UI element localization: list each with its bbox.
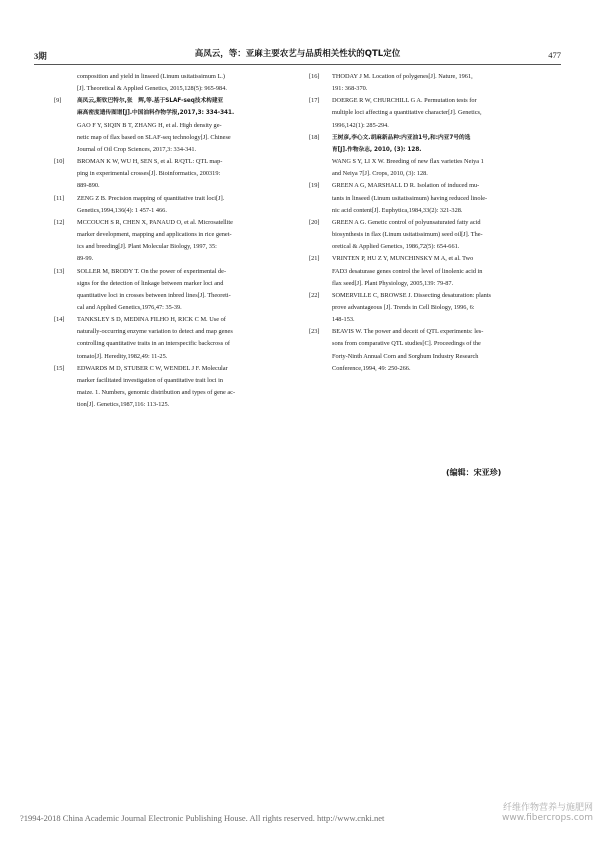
reference-line: [J]. Theoretical & Applied Genetics, 2015,128(5): 965-984.	[77, 85, 227, 93]
reference-entry-21	[309, 253, 549, 289]
reference-line: Forty-Ninth Annual Corn and Sorghum Industry Research	[332, 352, 479, 360]
copyright-footer: ?1994-2018 China Academic Journal Electronic Publishing House. All rights reserved. http://www.cnki.net	[20, 813, 385, 823]
reference-number: [21]	[309, 255, 320, 263]
page-number: 477	[548, 50, 561, 60]
reference-number: [23]	[309, 328, 320, 336]
reference-line: 高凤云,斯钦巴特尔,张 辉,等.基于SLAF-seq技术构建亚	[77, 98, 224, 105]
reference-line: quantitative loci in crosses between inbred lines[J]. Theoreti-	[77, 291, 231, 299]
reference-continuation	[54, 71, 289, 95]
reference-entry-11	[54, 193, 289, 217]
reference-line: marker development, mapping and applications in rice genet-	[77, 231, 232, 239]
reference-line: THODAY J M. Location of polygenes[J]. Nature, 1961,	[332, 73, 473, 80]
reference-line: Journal of Oil Crop Sciences, 2017,3: 334-341.	[77, 145, 197, 153]
reference-line: Genetics,1994,136(4): 1 457-1 466.	[77, 206, 167, 214]
reference-line: 191: 368-370.	[332, 85, 368, 93]
reference-line: DOERGE R W, CHURCHILL G A. Permutation tests for	[332, 97, 477, 105]
issue-label: 3期	[34, 51, 47, 61]
reference-line: EDWARDS M D, STUBER C W, WENDEL J F. Molecular	[77, 364, 228, 372]
reference-number: [12]	[54, 218, 65, 226]
reference-entry-17	[309, 95, 549, 131]
reference-number: [20]	[309, 218, 320, 226]
reference-line: biosynthesis in flax (Linum usitatissimum) seed oil[J]. The-	[332, 231, 483, 239]
site-watermark	[478, 800, 593, 823]
reference-number: [19]	[309, 182, 320, 190]
reference-number: [14]	[54, 316, 65, 324]
reference-line: sons from comparative QTL studies[C]. Proceedings of the	[332, 340, 481, 348]
reference-line: 麻高密度遗传图谱[J].中国油料作物学报,2017,3: 334-341.	[77, 110, 235, 117]
reference-number: [9]	[54, 97, 62, 105]
reference-line: ping in experimental crosses[J]. Bioinformatics, 200319:	[77, 170, 221, 178]
watermark-text: 纤维作物营养与施肥网	[502, 803, 593, 813]
reference-number: [18]	[309, 133, 320, 141]
reference-line: BROMAN K W, WU H, SEN S, et al. R/QTL: QTL map-	[77, 158, 223, 166]
reference-line: Conference,1994, 49: 250-266.	[332, 364, 411, 372]
reference-line: naturally-occurring enzyme variation to detect and map genes	[77, 328, 233, 336]
reference-line: flax seed[J]. Plant Physiology, 2005,139: 79-87.	[332, 279, 454, 287]
reference-line: ZENG Z B. Precision mapping of quantitative trait loci[J].	[77, 194, 225, 202]
reference-line: prove advantageous [J]. Trends in Cell Biology, 1996, 6:	[332, 303, 475, 311]
reference-entry-9	[54, 95, 289, 156]
reference-line: 王树彦,李心文.胡麻新品种:内亚油1号,和:内亚7号的选	[332, 134, 471, 141]
reference-line: WANG S Y, LI X W. Breeding of new flax varieties Neiya 1	[332, 158, 484, 166]
reference-line: netic map of flax based on SLAF-seq technology[J]. Chinese	[77, 133, 231, 141]
reference-entry-12	[54, 217, 289, 266]
reference-line: composition and yield in linseed (Linum usitatissimum L.)	[77, 73, 225, 80]
reference-entry-18	[309, 132, 549, 181]
reference-line: cal and Applied Genetics,1976,47: 35-39.	[77, 303, 182, 311]
reference-number: [10]	[54, 158, 65, 166]
editor-note: (编辑：宋亚珍)	[446, 468, 502, 477]
reference-line: and Neiya 7[J]. Crops, 2010, (3): 128.	[332, 170, 428, 178]
header-rule	[34, 64, 561, 65]
reference-line: MCCOUCH S R, CHEN X, PANAUD O, et al. Microsatellite	[77, 218, 233, 226]
reference-line: GREEN A G. Genetic control of polyunsaturated fatty acid	[332, 218, 481, 226]
reference-number: [13]	[54, 267, 65, 275]
reference-line: BEAVIS W. The power and deceit of QTL experiments: les-	[332, 328, 484, 336]
reference-number: [17]	[309, 97, 320, 105]
reference-entry-22	[309, 290, 549, 326]
reference-line: tion[J]. Genetics,1987,116: 113-125.	[77, 401, 170, 409]
reference-line: oretical & Applied Genetics, 1986,72(5): 654-661.	[332, 243, 460, 251]
reference-column-right	[309, 71, 549, 375]
reference-entry-13	[54, 266, 289, 315]
reference-line: 89-99.	[77, 255, 94, 263]
reference-entry-23	[309, 326, 549, 375]
reference-number: [15]	[54, 364, 65, 372]
reference-line: maize. 1. Numbers, genomic distribution and types of gene ac-	[77, 389, 236, 397]
reference-number: [16]	[309, 73, 320, 80]
watermark-url: www.fibercrops.com	[502, 813, 593, 823]
reference-line: 148-153.	[332, 316, 355, 324]
reference-line: tants in linseed (Linum usitatissimum) having reduced linole-	[332, 194, 488, 202]
reference-line: VRINTEN P, HU Z Y, MUNCHINSKY M A, et al. Two	[332, 255, 474, 263]
reference-entry-15	[54, 363, 289, 412]
reference-entry-20	[309, 217, 549, 253]
reference-number: [11]	[54, 194, 65, 202]
reference-line: 1996,142(1): 285-294.	[332, 121, 389, 129]
reference-line: SOMERVILLE C, BROWSE J. Dissecting desaturation: plants	[332, 291, 492, 299]
reference-entry-16	[309, 71, 549, 95]
reference-number: [22]	[309, 291, 320, 299]
reference-line: nic acid content[J]. Euphytica,1984,33(2): 321-328.	[332, 206, 463, 214]
reference-line: GAO F Y, SIQIN B T, ZHANG H, et al. High density ge-	[77, 121, 222, 129]
reference-line: marker facilitated investigation of quantitative trait loci in	[77, 376, 224, 384]
running-title: 高凤云，等：亚麻主要农艺与品质相关性状的QTL定位	[194, 49, 401, 59]
reference-line: tomato[J]. Heredity,1982,49: 11-25.	[77, 352, 168, 360]
reference-line: signs for the detection of linkage between marker loci and	[77, 279, 224, 287]
reference-column-left	[54, 71, 289, 411]
reference-line: 889-890.	[77, 182, 100, 190]
reference-line: ics and breeding[J]. Plant Molecular Biology, 1997, 35:	[77, 243, 217, 251]
reference-entry-10	[54, 156, 289, 192]
reference-line: 育[J].作物杂志, 2010, (3): 128.	[332, 146, 422, 153]
reference-line: TANKSLEY S D, MEDINA FILHO H, RICK C M. Use of	[77, 316, 226, 324]
reference-line: SOLLER M, BRODY T. On the power of experimental de-	[77, 267, 227, 275]
reference-line: multiple loci affecting a quantitative character[J]. Genetics,	[332, 109, 482, 117]
reference-entry-19	[309, 180, 549, 216]
reference-line: controlling quantitative traits in an interspecific backcross of	[77, 340, 231, 348]
reference-line: FAD3 desaturase genes control the level of linolenic acid in	[332, 267, 483, 275]
running-header	[34, 47, 561, 63]
reference-entry-14	[54, 314, 289, 363]
reference-line: GREEN A G, MARSHALL D R. Isolation of induced mu-	[332, 182, 480, 190]
